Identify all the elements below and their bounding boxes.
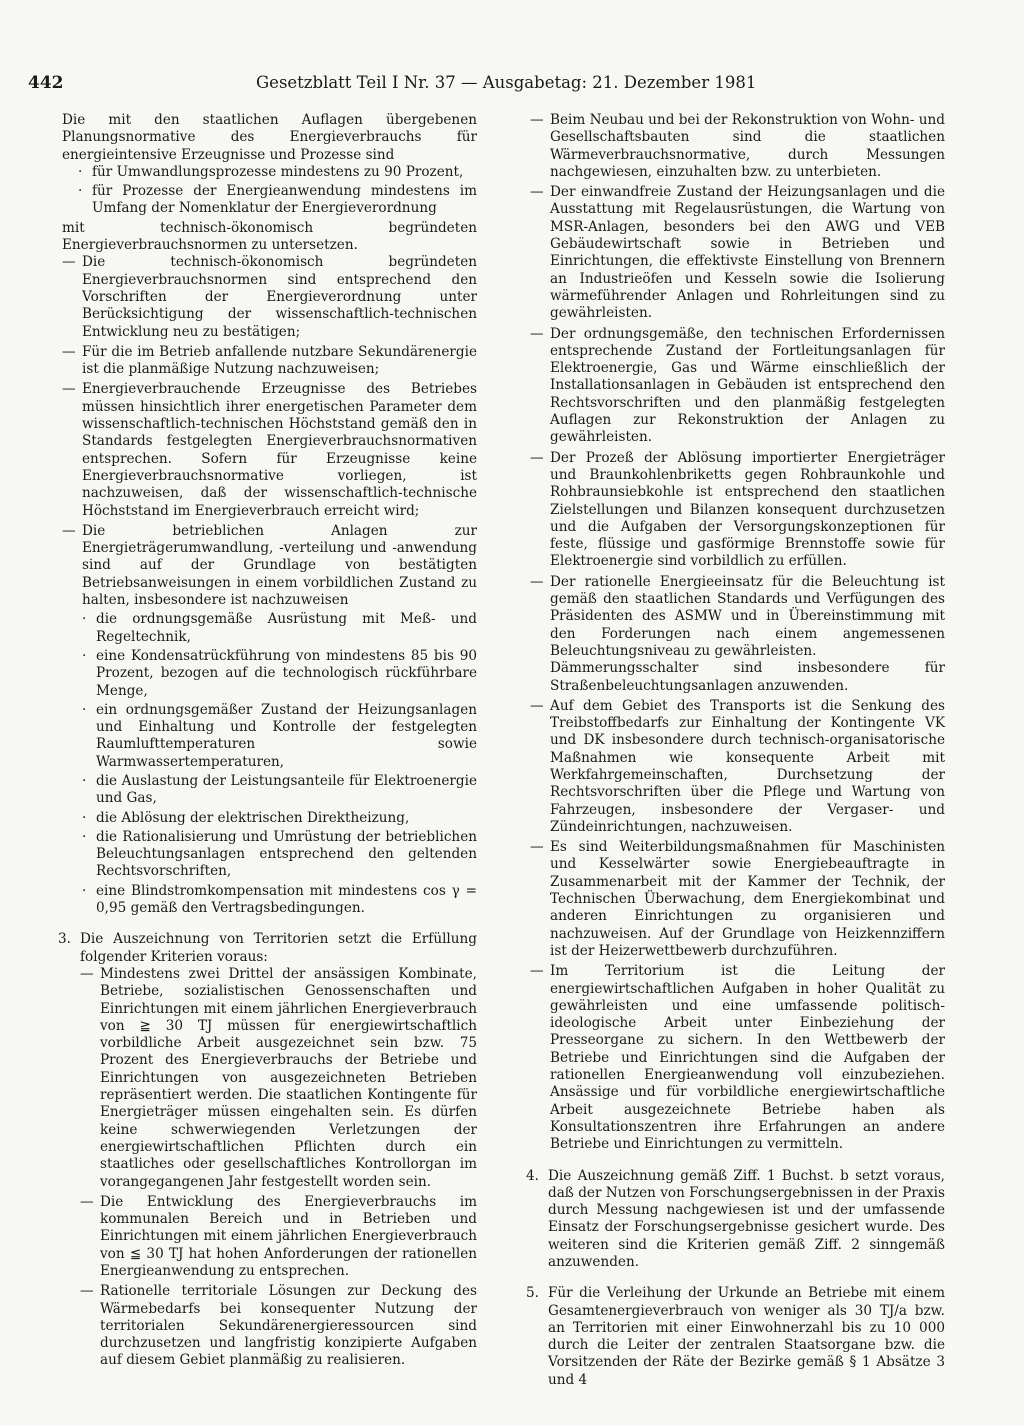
dash-mark: —: [62, 254, 76, 271]
bullet-mark: ·: [82, 701, 87, 718]
list-item: [530, 963, 945, 1153]
bullet-mark: ·: [82, 828, 87, 845]
list-item-text: ein ordnungsgemäßer Zustand der Heizungsanlagen und Einhaltung und Kontrolle der festgelegten Raumlufttemperaturen sowie Warmwassertemperaturen,: [96, 701, 477, 770]
dash-mark: —: [62, 343, 76, 360]
list-item: [530, 839, 945, 960]
dash-mark: —: [530, 184, 544, 201]
list-item: [82, 648, 477, 700]
list-item-text: Der ordnungsgemäße, den technischen Erfordernissen entsprechende Zustand der Fortleitungsanlagen für Elektroenergie, Gas und Wärme einschließlich der Installationsanlagen in Gebäuden ist entsprechend den Rechtsvorschriften und den planmäßig festgelegten Auflagen zur Rekonstruktion der Anlagen zu gewährleisten.: [550, 325, 945, 446]
section-4: [526, 1167, 945, 1272]
dash-mark: —: [530, 112, 544, 128]
list-item-text: Beim Neubau und bei der Rekonstruktion von Wohn- und Gesellschaftsbauten sind die staatlichen Wärmeverbrauchsnormative, durch Messungen nachgewiesen, einzuhalten bzw. zu unterbieten.: [550, 112, 945, 180]
list-item-text: für Prozesse der Energieanwendung mindestens im Umfang der Nomenklatur der Energieverordnung: [92, 183, 477, 217]
list-item-text: eine Kondensatrückführung von mindestens 85 bis 90 Prozent, bezogen auf die technologisch rückführbare Menge,: [96, 647, 477, 699]
bullet-mark: ·: [78, 183, 83, 200]
bullet-mark: ·: [82, 882, 87, 899]
dash-mark: —: [530, 963, 544, 980]
list-item-text: Der einwandfreie Zustand der Heizungsanlagen und die Ausstattung mit Regelausrüstungen, die Wartung von MSR-Anlagen, besonders bei den AWG und VEB Gebäudewirtschaft sowie in Betrieben und Einrichtungen, die effektivste Einstellung von Brennern an Industrieöfen und Kesseln sowie die Isolierung wärmeführender Anlagen und Rohrleitungen sind zu gewährleisten.: [550, 184, 945, 322]
section-text: Für die Verleihung der Urkunde an Betriebe mit einem Gesamtenergieverbrauch von weniger als 30 TJ/a bzw. an Territorien mit einer Einwohnerzahl bis zu 10 000 durch die Leiter der zentralen Staatsorgane bzw. die Vorsitzenden der Räte der Bezirke gemäß § 1 Absätze 3 und 4: [548, 1285, 945, 1388]
list-item: [82, 611, 477, 646]
list-item-text: Rationelle territoriale Lösungen zur Deckung des Wärmebedarfs bei konsequenter Nutzung der territorialen Sekundärenergieressourcen sind durchzusetzen und langfristig konzipierte Aufgaben auf diesem Gebiet planmäßig zu realisieren.: [100, 1283, 477, 1369]
left-column: [58, 112, 477, 1373]
list-item: [62, 523, 477, 918]
section-text: Die Auszeichnung von Territorien setzt die Erfüllung folgender Kriterien voraus:: [80, 931, 477, 965]
list-item-text: Die betrieblichen Anlagen zur Energieträgerumwandlung, -verteilung und -anwendung sind auf der Grundlage von bestätigten Betriebsanweisungen in einem vorbildlichen Zustand zu halten, insbesondere ist nachzuweisen: [82, 522, 477, 609]
intro-continuation: mit technisch-ökonomisch begründeten Energieverbrauchsnormen zu untersetzen.: [62, 219, 477, 254]
dash-mark: —: [80, 965, 94, 982]
list-item: [78, 183, 477, 218]
dash-mark: —: [62, 381, 76, 398]
list-item-text: die Ablösung der elektrischen Direktheizung,: [96, 809, 410, 826]
list-item-text: Mindestens zwei Drittel der ansässigen Kombinate, Betriebe, sozialistischen Genossenschaften und Einrichtungen mit einem jährlichen Energieverbrauch von ≧ 30 TJ müssen für energiewirtschaftlich vorbildliche Arbeit ausgezeichnet sein bzw. 75 Prozent des Energieverbrauchs der Betriebe und Einrichtungen von ausgezeichneten Betrieben repräsentiert werden. Die staatlichen Kontingente für Energieträger müssen eingehalten sein. Es dürfen keine schwerwiegenden Verletzungen der energiewirtschaftlichen Pflichten durch ein staatliches oder gesellschaftliches Kontrollorgan im vorangegangenen Jahr festgestellt worden sein.: [100, 965, 477, 1190]
list-item: [62, 344, 477, 379]
bullet-mark: ·: [82, 611, 87, 628]
list-item-text: Der Prozeß der Ablösung importierter Energieträger und Braunkohlenbriketts gegen Rohbraunkohle und Rohbraunsiebkohle ist entsprechend den staatlichen Zielstellungen und Bilanzen konsequent durchzusetzen und die Aufgaben der Versorgungskonzeptionen für feste, flüssige und gasförmige Brennstoffe sowie für Elektroenergie sind vorbildlich zu erfüllen.: [550, 449, 945, 570]
list-item-text: Der rationelle Energieeinsatz für die Beleuchtung ist gemäß den staatlichen Standards und Verfügungen des Präsidenten des ASMW und in Übereinstimmung mit den Forderungen nach einem angemessenen Beleuchtungsniveau zu gewährleisten. Dämmerungsschalter sind insbesondere für Straßenbeleuchtungsanlagen anzuwenden.: [550, 573, 945, 694]
dash-mark: —: [530, 839, 544, 856]
list-item: [62, 254, 477, 340]
list-item: [80, 1194, 477, 1280]
intro-bullet-list: [78, 164, 477, 218]
dash-mark: —: [530, 449, 544, 466]
page-number: 442: [28, 73, 64, 93]
list-item: [82, 810, 477, 827]
list-item: [82, 883, 477, 918]
list-item-text: die Rationalisierung und Umrüstung der betrieblichen Beleuchtungsanlagen entsprechend den geltenden Rechtsvorschriften,: [96, 828, 477, 880]
list-item: [530, 698, 945, 836]
list-item-text: eine Blindstromkompensation mit mindestens cos γ = 0,95 gemäß den Vertragsbedingungen.: [96, 882, 477, 917]
section-number: 5.: [526, 1285, 539, 1302]
list-item-text: Für die im Betrieb anfallende nutzbare Sekundärenergie ist die planmäßige Nutzung nachzuweisen;: [82, 343, 477, 378]
list-item: [530, 326, 945, 447]
section-text: Die Auszeichnung gemäß Ziff. 1 Buchst. b setzt voraus, daß der Nutzen von Forschungsergebnissen in der Praxis durch Messung nachgewiesen ist und der umfassende Einsatz der Forschungsergebnisse gesichert wurde. Des weiteren sind die Kriterien gemäß Ziff. 2 sinngemäß anzuwenden.: [548, 1167, 945, 1270]
page-header: [28, 70, 978, 96]
list-item-text: Es sind Weiterbildungsmaßnahmen für Maschinisten und Kesselwärter sowie Energiebeauftragte in Zusammenarbeit mit der Kammer der Technik, der Technischen Überwachung, dem Energiekombinat und anderen Einrichtungen zu organisieren und nachzuweisen. Auf der Grundlage von Heizkennziffern ist der Heizerwettbewerb durchzuführen.: [550, 839, 945, 959]
list-item: [82, 773, 477, 808]
list-item-text: Auf dem Gebiet des Transports ist die Senkung des Treibstoffbedarfs zur Einhaltung der Kontingente VK und DK insbesondere durch technisch-organisatorische Maßnahmen wie konsequente Arbeit mit Werkfahrgemeinschaften, Durchsetzung der Rechtsvorschriften über die Pflege und Wartung von Fahrzeugen, insbesondere der Vergaser- und Zündeinrichtungen, nachzuweisen.: [550, 697, 945, 835]
dash-mark: —: [80, 1193, 94, 1210]
list-item-text: für Umwandlungsprozesse mindestens zu 90 Prozent,: [92, 163, 464, 180]
right-column: [526, 112, 945, 1389]
dash-mark: —: [530, 325, 544, 342]
list-item-text: Die Entwicklung des Energieverbrauchs im kommunalen Bereich und in Betrieben und Einrichtungen mit einem jährlichen Energieverbrauch von ≦ 30 TJ hat hohen Anforderungen der rationellen Energieanwendung zu entsprechen.: [100, 1193, 477, 1279]
dash-mark: —: [62, 522, 76, 539]
bullet-mark: ·: [82, 772, 87, 789]
list-item: [530, 184, 945, 322]
list-item: [82, 702, 477, 771]
section-5: [526, 1285, 945, 1389]
list-item: [78, 164, 477, 181]
list-item: [80, 966, 477, 1191]
dash-mark: —: [530, 573, 544, 590]
list-item-text: Die technisch-ökonomisch begründeten Energieverbrauchsnormen sind entsprechend den Vorschriften der Energieverordnung unter Berücksichtigung der wissenschaftlich-technischen Entwicklung neu zu bestätigen;: [82, 254, 477, 340]
list-item: [530, 574, 945, 695]
bullet-mark: ·: [82, 647, 87, 664]
dash-mark: —: [80, 1283, 94, 1300]
section-number: 3.: [58, 931, 71, 948]
list-item-text: Im Territorium ist die Leitung der energiewirtschaftlichen Aufgaben in hoher Qualität zu gewährleisten und eine umfassende politisch-ideologische Arbeit unter Einbeziehung der Presseorgane zu sichern. In den Wettbewerb der Betriebe und Einrichtungen sind die Aufgaben der rationellen Energieanwendung voll einzubeziehen. Ansässige und für vorbildliche energiewirtschaftliche Arbeit ausgezeichnete Betriebe haben als Konsultationszentren ihre Erfahrungen an andere Betriebe und Einrichtungen zu vermitteln.: [550, 963, 945, 1153]
list-item: [82, 829, 477, 881]
bullet-mark: ·: [82, 809, 87, 826]
list-item-text: die ordnungsgemäße Ausrüstung mit Meß- und Regeltechnik,: [96, 611, 477, 645]
dash-mark: —: [530, 697, 544, 714]
bullet-mark: ·: [78, 163, 83, 180]
intro-paragraph: Die mit den staatlichen Auflagen übergebenen Planungsnormative des Energieverbrauchs für energieintensive Erzeugnisse und Prozesse sind: [62, 112, 477, 163]
sub-bullet-list: [82, 611, 477, 917]
list-item-text: die Auslastung der Leistungsanteile für Elektroenergie und Gas,: [96, 772, 477, 807]
list-item: [62, 381, 477, 519]
section-3: [58, 931, 477, 1369]
list-item: [80, 1283, 477, 1369]
list-item-text: Energieverbrauchende Erzeugnisse des Betriebes müssen hinsichtlich ihrer energetischen Parameter dem wissenschaftlich-technischen Höchststand gemäß den in Standards festgelegten Energieverbrauchsnormativen entsprechen. Sofern für Erzeugnisse keine Energieverbrauchsnormative vorliegen, ist nachzuweisen, daß der wissenschaftlich-technische Höchststand im Energieverbrauch erreicht wird;: [82, 381, 477, 519]
list-item: [530, 450, 945, 571]
header-title: Gesetzblatt Teil I Nr. 37 — Ausgabetag: 21. Dezember 1981: [256, 73, 757, 92]
section-number: 4.: [526, 1167, 539, 1184]
list-item: [530, 112, 945, 181]
